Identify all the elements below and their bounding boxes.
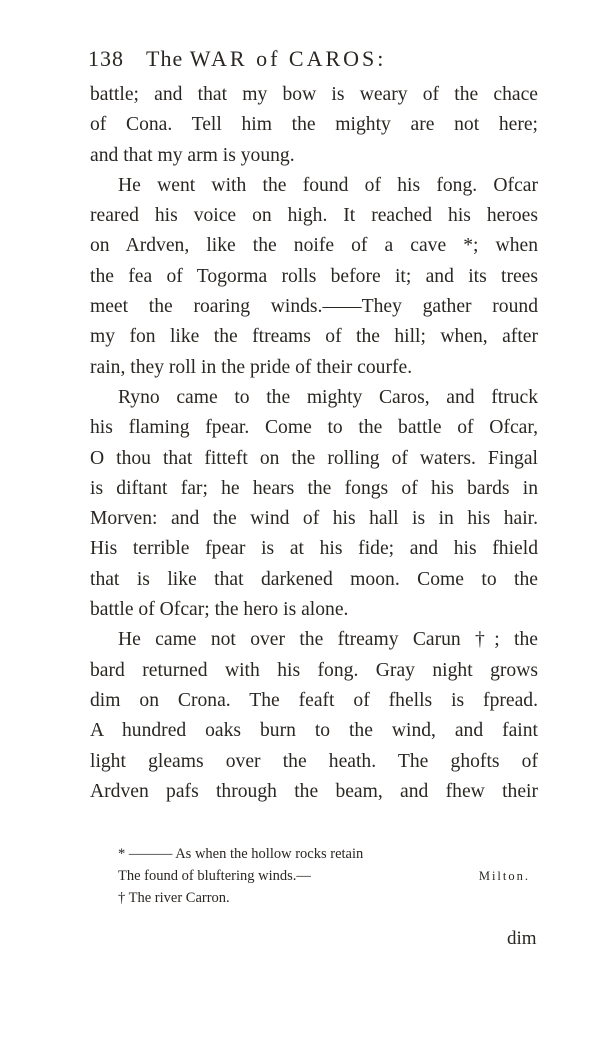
text-line: light gleams over the heath. The ghofts of bbox=[90, 750, 538, 772]
text-line: battle of Ofcar; the hero is alone. bbox=[90, 599, 349, 621]
text-line: the fea of Togorma rolls before it; and its trees bbox=[90, 265, 538, 287]
text-line: Ardven pafs through the beam, and fhew their bbox=[90, 780, 538, 802]
text-line: bard returned with his fong. Gray night grows bbox=[90, 659, 538, 681]
text-line: meet the roaring winds.——They gather round bbox=[90, 296, 538, 318]
footnote-text: The found of bluftering winds.— bbox=[118, 868, 311, 884]
main-text bbox=[90, 80, 538, 807]
running-header bbox=[88, 46, 386, 72]
text-line: Ryno came to the mighty Caros, and ftruck bbox=[118, 386, 538, 408]
footnote-line bbox=[118, 865, 530, 887]
text-line: dim on Crona. The feaft of fhells is fpread. bbox=[90, 689, 538, 711]
text-line: battle; and that my bow is weary of the chace bbox=[90, 84, 538, 105]
footnote-attribution: Milton. bbox=[478, 869, 530, 883]
header-title: WAR of CAROS: bbox=[189, 46, 387, 71]
text-line: of Cona. Tell him the mighty are not here; bbox=[90, 114, 538, 136]
text-line: He came not over the ftreamy Carun †; the bbox=[118, 629, 538, 651]
footnotes bbox=[118, 843, 530, 909]
page-number: 138 bbox=[88, 46, 124, 71]
text-line: His terrible fpear is at his fide; and his fhield bbox=[90, 538, 538, 560]
footnote-line bbox=[118, 887, 530, 909]
text-line: O thou that fitteft on the rolling of waters. Fingal bbox=[90, 447, 538, 469]
footnote-text: * ——— As when the hollow rocks retain bbox=[118, 846, 364, 862]
text-line: rain, they roll in the pride of their courfe. bbox=[90, 356, 413, 378]
text-line: my fon like the ftreams of the hill; when, after bbox=[90, 326, 538, 348]
header-title-prefix: The bbox=[146, 46, 184, 71]
text-line: and that my arm is young. bbox=[90, 144, 295, 166]
text-line: reared his voice on high. It reached his heroes bbox=[90, 205, 538, 227]
catchword: dim bbox=[507, 928, 537, 949]
text-line: his flaming fpear. Come to the battle of Ofcar, bbox=[90, 417, 538, 439]
text-line: on Ardven, like the noife of a cave *; when bbox=[90, 235, 538, 257]
footnote-text: † The river Carron. bbox=[118, 890, 230, 906]
text-line: that is like that darkened moon. Come to the bbox=[90, 568, 538, 590]
text-line: He went with the found of his fong. Ofcar bbox=[118, 174, 538, 196]
text-line: Morven: and the wind of his hall is in his hair. bbox=[90, 508, 538, 530]
text-line: A hundred oaks burn to the wind, and faint bbox=[90, 720, 538, 742]
text-line: is diftant far; he hears the fongs of his bards in bbox=[90, 477, 538, 499]
footnote-line bbox=[118, 843, 530, 865]
